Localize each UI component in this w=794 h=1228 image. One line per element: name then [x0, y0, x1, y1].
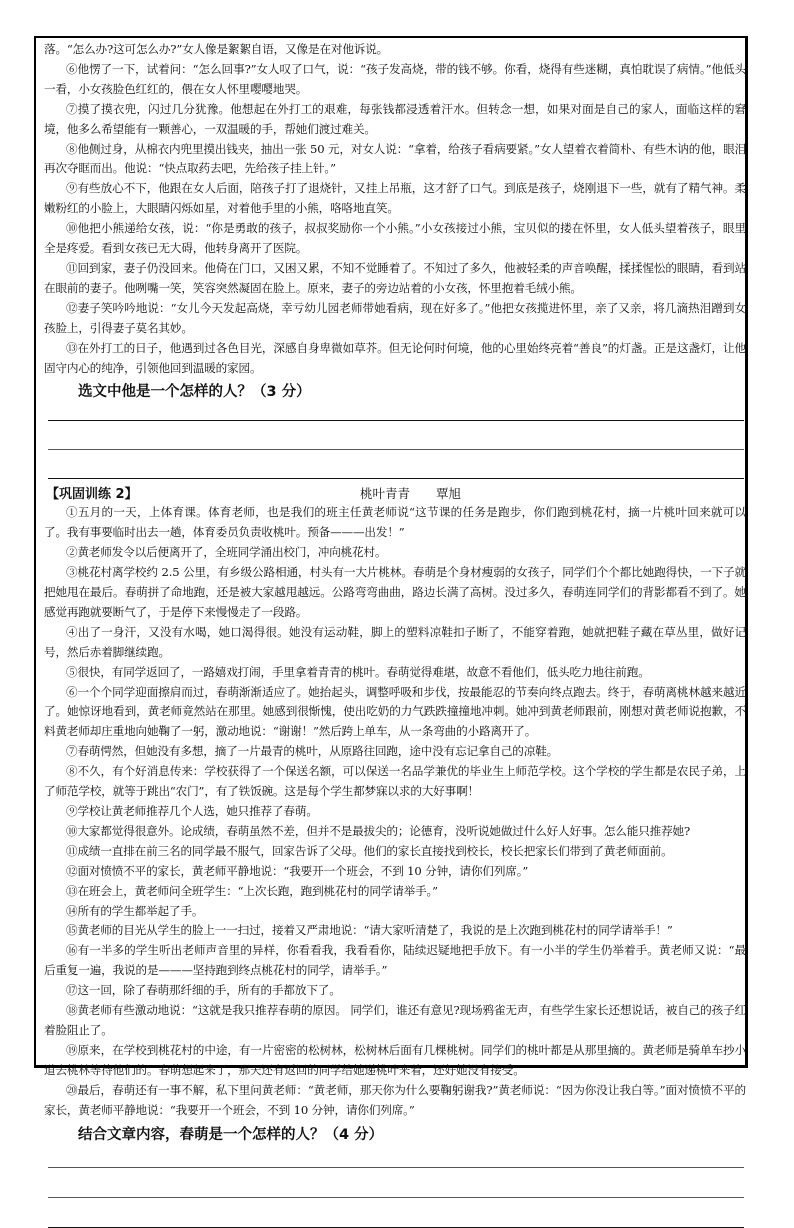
- paragraph: ⑰这一回，除了春萌那纤细的手，所有的手都放下了。: [66, 983, 341, 998]
- section-header: [44, 481, 746, 503]
- worksheet: [44, 40, 746, 1228]
- paragraph: ①五月的一天，上体育课。体育老师，也是我们的班主任黄老师说“这节课的任务是跑步，你们跑到桃花村，摘一片桃叶回来就可以了。我有事要临时出去一趟，体育委员负责收桃叶。预备———出发！”: [44, 505, 746, 540]
- paragraph: ⑥一个个同学迎面擦肩而过，春萌渐渐适应了。她抬起头，调整呼吸和步伐，按最能忍的节奏向终点跑去。终于，春萌离桃林越来越近了。她惊讶地看到，黄老师竟然站在那里。她感到很惭愧，使出吃奶的力气跌跌撞撞地冲刺。她冲到黄老师跟前，刚想对黄老师说抱歉，不料黄老师却庄重地向她鞠了一躬，激动地说：“谢谢！”然后跨上单车，从一条弯曲的小路离开了。: [44, 684, 746, 739]
- section-tag: 【巩固训练 2】: [46, 487, 138, 503]
- answer-line[interactable]: [48, 1227, 744, 1228]
- paragraph: ⑬在外打工的日子，他遇到过各色目光，深感自身卑微如草芥。但无论何时何境，他的心里始终亮着“善良”的灯盏。正是这盏灯，让他固守内心的纯净，引领他回到温暖的家园。: [44, 340, 746, 375]
- paragraph: ⑨有些放心不下，他跟在女人后面，陪孩子打了退烧针，又挂上吊瓶，这才舒了口气。到底是孩子，烧刚退下一些，就有了精气神。柔嫩粉红的小脸上，大眼睛闪烁如星，对着他手里的小熊，咯咯地直笑。: [44, 181, 746, 216]
- paragraph: ⑦摸了摸衣兜，闪过几分犹豫。他想起在外打工的艰难，每张钱都浸透着汗水。但转念一想，如果对面是自己的家人，面临这样的窘境，他多么希望能有一颗善心，一双温暖的手，帮她们渡过难关。: [44, 101, 746, 136]
- paragraph: ⑥他愣了一下，试着问：“怎么回事?”女人叹了口气，说：“孩子发高烧，带的钱不够。你看，烧得有些迷糊，真怕耽误了病情。”他低头一看，小女孩脸色红红的，偎在女人怀里嘤嘤地哭。: [44, 61, 746, 96]
- paragraph: ⑱黄老师有些激动地说：“这就是我只推荐春萌的原因。 同学们，谁还有意见?现场鸦雀无声，有些学生家长还想说话，被自己的孩子红着脸阻止了。: [44, 1003, 746, 1037]
- paragraph: ⑫妻子笑吟吟地说：“女儿今天发起高烧，幸亏幼儿园老师带她看病，现在好多了。”他把女孩揽进怀里，亲了又亲，将几滴热泪蹭到女孩脸上，引得妻子莫名其妙。: [44, 300, 746, 335]
- question-2: 结合文章内容，春萌是一个怎样的人？（4 分）: [78, 1126, 384, 1143]
- paragraph: ⑮黄老师的目光从学生的脸上一一扫过，接着又严肃地说：“请大家听清楚了，我说的是上次跑到桃花村的同学请举手！”: [66, 923, 673, 938]
- paragraph: 落。“怎么办?这可怎么办?”女人像是絮絮自语，又像是在对他诉说。: [44, 42, 389, 56]
- paragraph: ⑪回到家，妻子仍没回来。他倚在门口，又困又累，不知不觉睡着了。不知过了多久，他被轻柔的声音唤醒，揉揉惺忪的眼睛，看到站在眼前的妻子。他咧嘴一笑，笑容突然凝固在脸上。原来，妻子的旁边站着的小女孩，怀里抱着毛绒小熊。: [44, 260, 746, 295]
- paragraph: ③桃花村离学校约 2.5 公里，有乡级公路相通，村头有一大片桃林。春萌是个身材瘦弱的女孩子，同学们个个都比她跑得快，一下子就把她甩在最后。春萌拼了命地跑，还是被大家越甩越远。公路弯弯曲曲，路边长满了高树。没过多久，春萌连同学们的背影都看不到了。她感觉再跑就要断气了，于是停下来慢慢走了一段路。: [44, 565, 746, 619]
- article-author: 覃旭: [436, 486, 462, 502]
- paragraph: ⑭所有的学生都举起了手。: [66, 903, 204, 918]
- paragraph: ⑳最后，春萌还有一事不解，私下里问黄老师：“黄老师，那天你为什么要鞠躬谢我?”黄老师说：“因为你没让我白等。”面对愤愤不平的家长，黄老师平静地说：“我要开一个班会，不到 10 分钟，请你们列席。”: [44, 1082, 746, 1117]
- paragraph: ⑪成绩一直排在前三名的同学最不服气，回家告诉了父母。他们的家长直接找到校长，校长把家长们带到了黄老师面前。: [66, 843, 673, 858]
- paragraph: ⑧他侧过身，从棉衣内兜里摸出钱夹，抽出一张 50 元，对女人说：“拿着，给孩子看病要紧。”女人望着衣着简朴、有些木讷的他，眼泪再次夺眶而出。他说：“快点取药去吧，先给孩子挂上针。”: [44, 141, 746, 176]
- article-title: [360, 484, 461, 502]
- paragraph: ⑤很快，有同学返回了，一路嬉戏打闹，手里拿着青青的桃叶。春萌觉得难堪，故意不看他们，低头吃力地往前跑。: [66, 664, 650, 679]
- paragraph: ⑯有一半多的学生听出老师声音里的异样，你看看我，我看看你，陆续迟疑地把手放下。有一小半的学生仍举着手。黄老师又说：“最后重复一遍，我说的是———坚持跑到终点桃花村的同学，请举手。”: [44, 943, 746, 978]
- paragraph: ②黄老师发令以后便离开了，全班同学涌出校门，冲向桃花村。: [66, 545, 387, 560]
- paragraph: ⑩大家都觉得很意外。论成绩，春萌虽然不差，但并不是最拔尖的；论德育，没听说她做过什么好人好事。怎么能只推荐她?: [66, 823, 691, 838]
- paragraph: ④出了一身汗，又没有水喝，她口渴得很。她没有运动鞋，脚上的塑料凉鞋扣子断了，不能穿着跑，她就把鞋子藏在草丛里，做好记号，然后赤着脚继续跑。: [44, 624, 746, 659]
- article-title-text: 桃叶青青: [360, 486, 411, 502]
- passage2: [44, 481, 746, 1227]
- paragraph: ⑬在班会上，黄老师问全班学生：“上次长跑，跑到桃花村的同学请举手。”: [66, 883, 438, 898]
- paragraph: ⑩他把小熊递给女孩，说：“你是勇敢的孩子，叔叔奖励你一个小熊。”小女孩接过小熊，宝贝似的搂在怀里，女人低头望着孩子，眼里全是疼爱。看到女孩已无大碍，他转身离开了医院。: [44, 221, 746, 256]
- paragraph: ⑨学校让黄老师推荐几个人选，她只推荐了春萌。: [66, 804, 318, 818]
- paragraph: ⑧不久，有个好消息传来：学校获得了一个保送名额，可以保送一名品学兼优的毕业生上师范学校。这个学校的学生都是农民子弟，上了师范学校，就等于跳出“农门”，有了铁饭碗。这是每个学生都梦寐以求的大好事啊！: [44, 764, 746, 799]
- paragraph: ⑦春萌愕然，但她没有多想，摘了一片最青的桃叶，从原路往回跑，途中没有忘记拿自己的凉鞋。: [66, 744, 559, 759]
- question-1: 选文中他是一个怎样的人？（3 分）: [78, 384, 311, 401]
- passage1: [44, 40, 746, 479]
- paragraph: ⑫面对愤愤不平的家长，黄老师平静地说：“我要开一个班会，不到 10 分钟，请你们列席。”: [66, 863, 529, 878]
- paragraph: ⑲原来，在学校到桃花村的中途，有一片密密的松树林，松树林后面有几棵桃树。同学们的桃叶都是从那里摘的。黄老师是骑单车抄小道去桃林等待他们的。春萌想起来了，那天还有返回的同学给她递桃叶来着，还好她没有接受。: [44, 1042, 746, 1077]
- answer-line[interactable]: [48, 478, 744, 479]
